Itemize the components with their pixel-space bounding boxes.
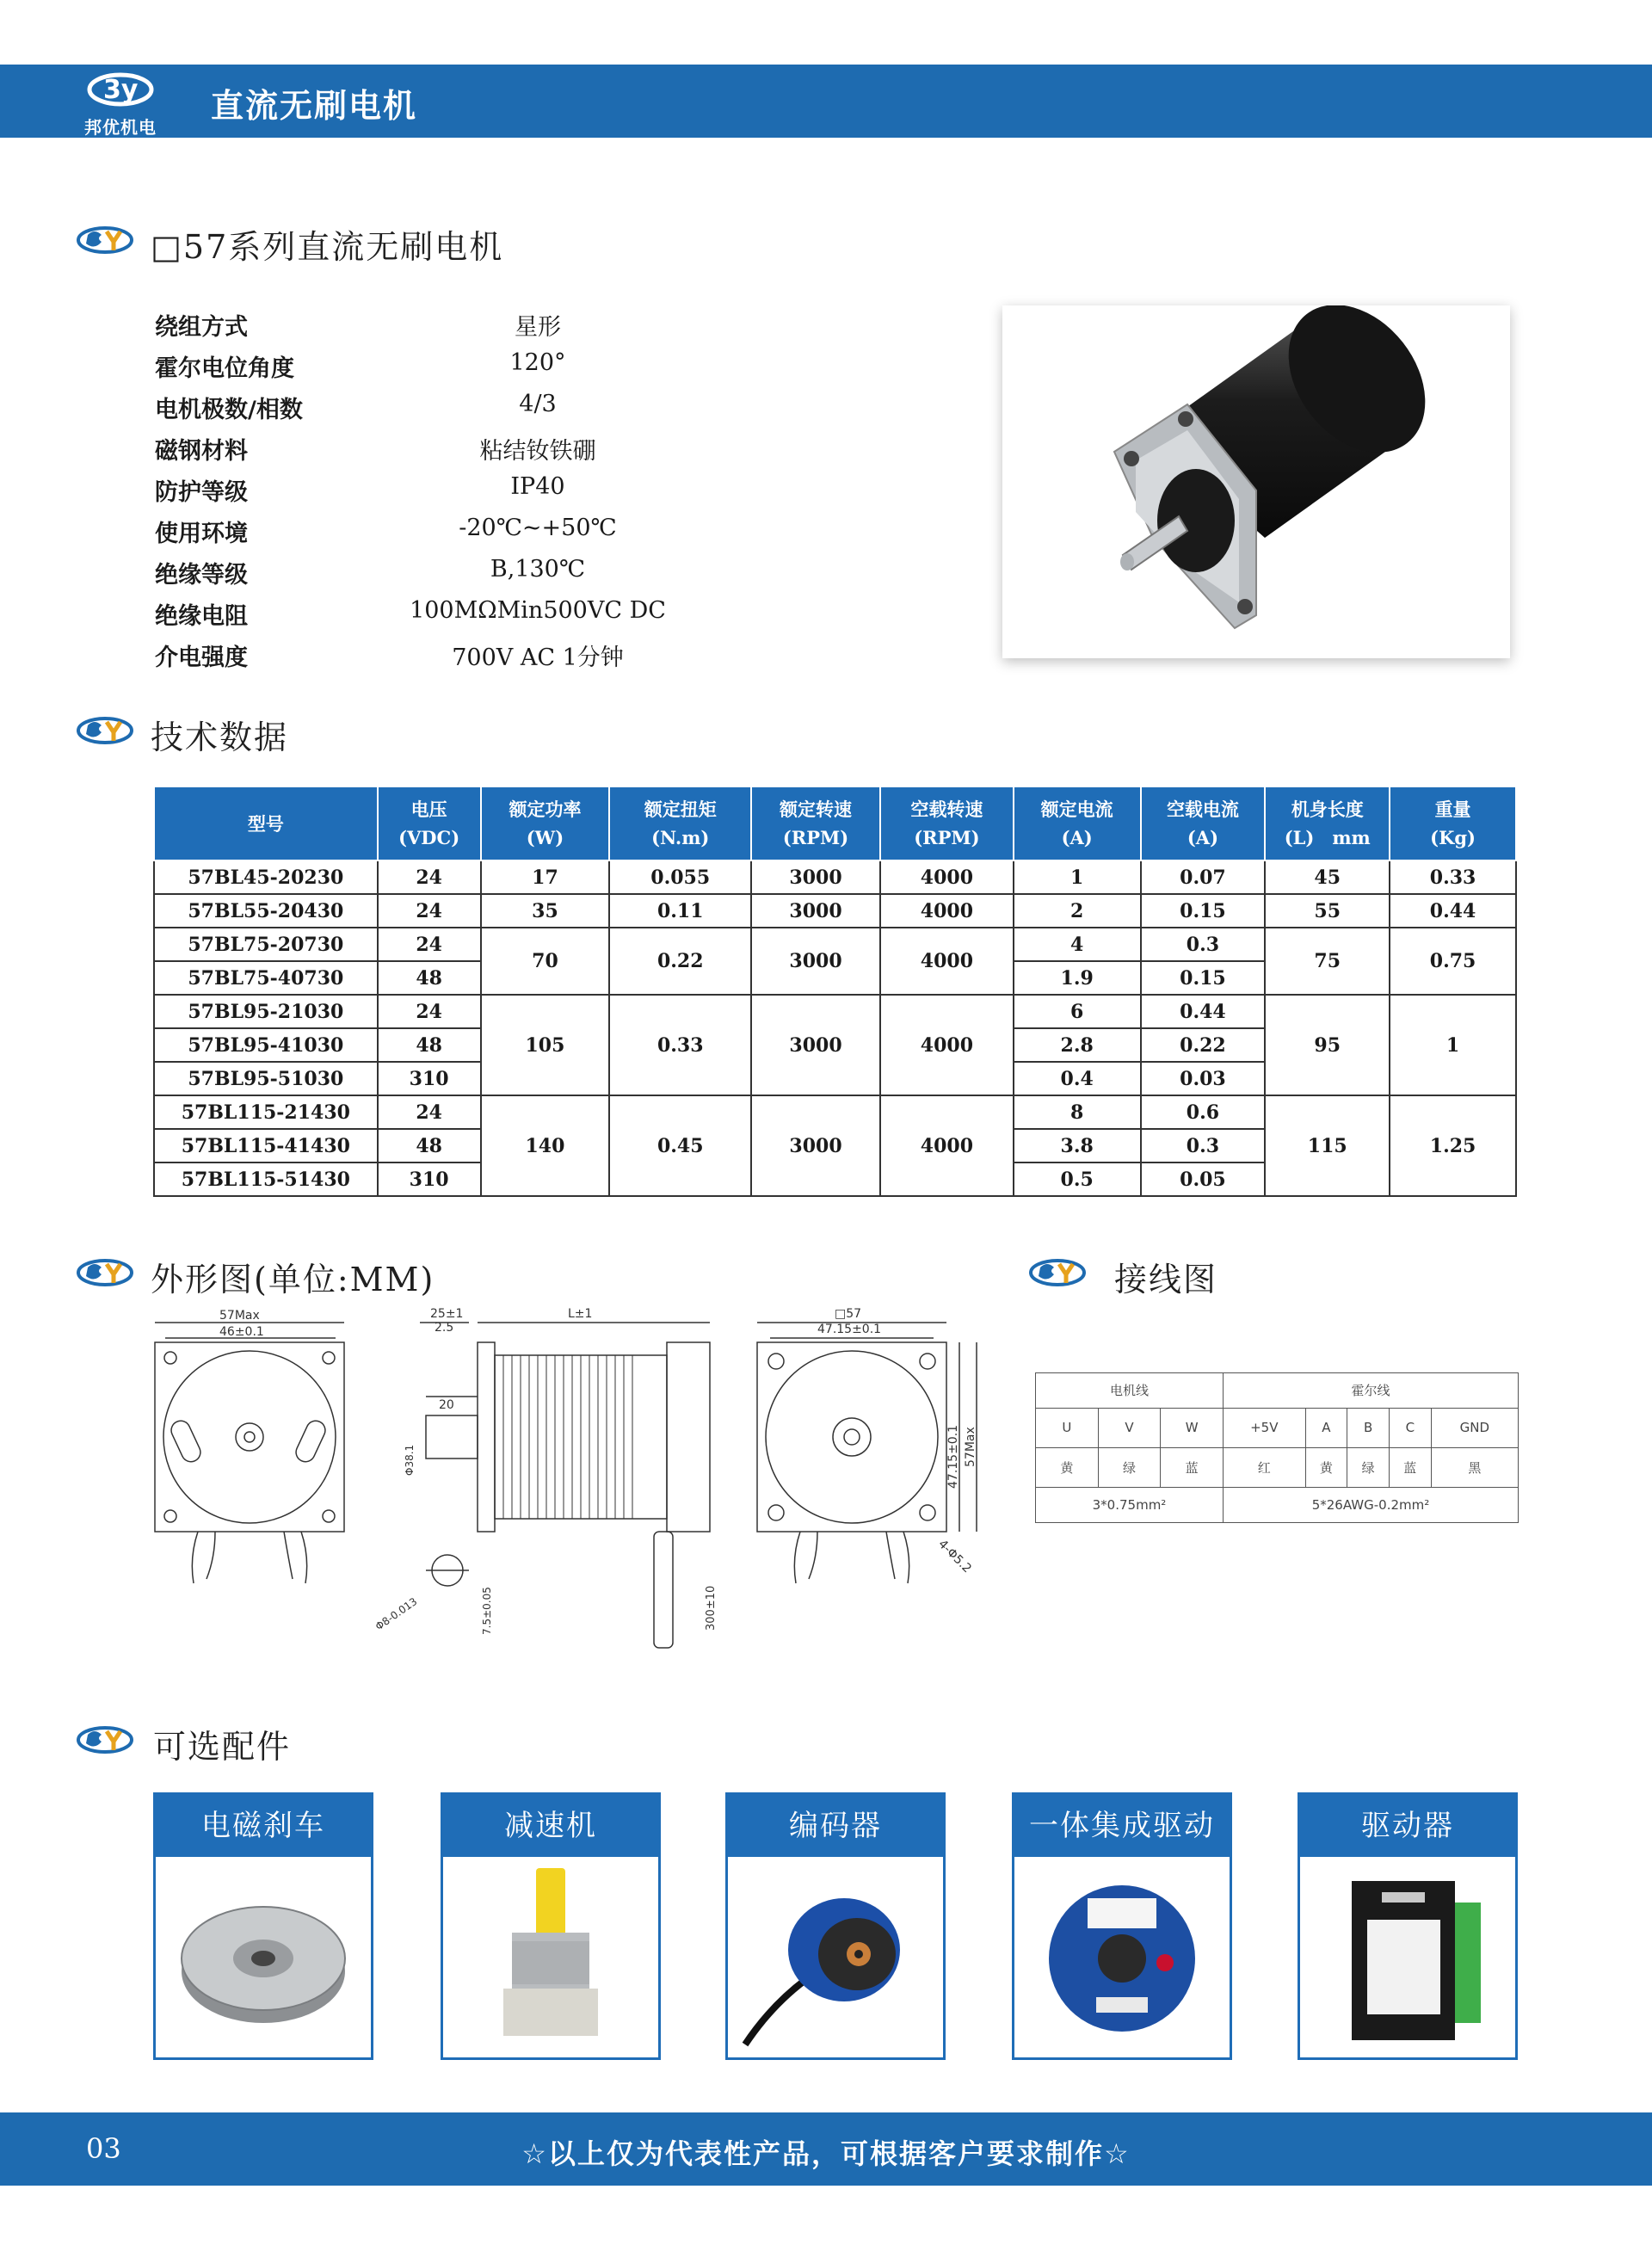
section-logo-icon: [76, 1719, 138, 1761]
accessories-title: 可选配件: [153, 1728, 292, 1766]
svg-text:46±0.1: 46±0.1: [219, 1325, 264, 1339]
motor-group-label: 电机线: [1036, 1373, 1224, 1409]
accessory-name: 一体集成驱动: [1014, 1795, 1230, 1857]
header-cell: 额定扭矩 (N.m): [609, 786, 751, 860]
length-cell: 55: [1265, 894, 1390, 928]
spec-label: 使用环境: [155, 521, 248, 547]
spec-label: 霍尔电位角度: [155, 355, 294, 382]
spec-value: 4/3: [519, 391, 557, 417]
svg-text:20: 20: [439, 1398, 454, 1412]
svg-text:57Max: 57Max: [219, 1309, 260, 1323]
power-cell: 17: [481, 860, 610, 894]
svg-text:3y: 3y: [103, 75, 139, 105]
speed-cell: 3000: [751, 928, 880, 995]
pin-label: W: [1161, 1408, 1224, 1447]
wire-color: 黄: [1036, 1447, 1099, 1487]
noload-current-cell: 0.6: [1141, 1095, 1266, 1129]
header-cell: 型号: [154, 786, 378, 860]
torque-cell: 0.055: [609, 860, 751, 894]
voltage-cell: 48: [378, 1028, 481, 1062]
noload-current-cell: 0.15: [1141, 961, 1266, 995]
voltage-cell: 310: [378, 1062, 481, 1095]
torque-cell: 0.11: [609, 894, 751, 928]
spec-label: 介电强度: [155, 644, 248, 671]
header-cell: 空载转速 (RPM): [880, 786, 1014, 860]
svg-text:4-Φ5.2: 4-Φ5.2: [935, 1537, 974, 1576]
header-cell: 额定转速 (RPM): [751, 786, 880, 860]
current-cell: 3.8: [1014, 1129, 1141, 1163]
page-number: 03: [86, 2132, 121, 2165]
model-cell: 57BL115-51430: [154, 1163, 378, 1196]
brake-image: [156, 1859, 371, 2057]
wire-color: 蓝: [1161, 1447, 1224, 1487]
speed-cell: 3000: [751, 894, 880, 928]
spec-label: 电机极数/相数: [155, 397, 303, 423]
side-view: [373, 1307, 718, 1648]
pin-label: A: [1305, 1408, 1347, 1447]
noload-speed-cell: 4000: [880, 1095, 1014, 1196]
pin-label: U: [1036, 1408, 1099, 1447]
front-view: [155, 1309, 344, 1583]
model-cell: 57BL45-20230: [154, 860, 378, 894]
svg-text:2.5: 2.5: [435, 1321, 454, 1335]
spec-label: 绕组方式: [155, 314, 248, 341]
wire-color: 黄: [1305, 1447, 1347, 1487]
pin-label: GND: [1431, 1408, 1518, 1447]
model-cell: 57BL55-20430: [154, 894, 378, 928]
svg-text:7.5±0.05: 7.5±0.05: [481, 1587, 493, 1635]
spec-label: 磁钢材料: [155, 438, 248, 465]
accessory-name: 减速机: [443, 1795, 658, 1857]
pin-label: C: [1389, 1408, 1431, 1447]
accessory-card: [441, 1792, 661, 2060]
brand-logo-icon: [86, 67, 155, 110]
current-cell: 0.5: [1014, 1163, 1141, 1196]
current-cell: 1: [1014, 860, 1141, 894]
section-logo-icon: [1028, 1252, 1090, 1293]
header-cell: 重量 (Kg): [1390, 786, 1516, 860]
voltage-cell: 310: [378, 1163, 481, 1196]
length-cell: 75: [1265, 928, 1390, 995]
wire-color: 红: [1223, 1447, 1305, 1487]
model-cell: 57BL95-21030: [154, 995, 378, 1028]
weight-cell: 0.44: [1390, 894, 1516, 928]
encoder-image: [728, 1859, 943, 2057]
model-cell: 57BL95-51030: [154, 1062, 378, 1095]
brand-logo: [73, 67, 168, 136]
noload-speed-cell: 4000: [880, 860, 1014, 894]
noload-current-cell: 0.05: [1141, 1163, 1266, 1196]
torque-cell: 0.33: [609, 995, 751, 1095]
hall-group-label: 霍尔线: [1223, 1373, 1518, 1409]
svg-text:47.15±0.1: 47.15±0.1: [946, 1424, 960, 1489]
length-cell: 115: [1265, 1095, 1390, 1196]
length-cell: 95: [1265, 995, 1390, 1095]
accessory-name: 驱动器: [1300, 1795, 1515, 1857]
weight-cell: 0.33: [1390, 860, 1516, 894]
spec-value: 粘结钕铁硼: [479, 438, 596, 465]
driver-image: [1300, 1859, 1515, 2057]
noload-current-cell: 0.22: [1141, 1028, 1266, 1062]
torque-cell: 0.22: [609, 928, 751, 995]
motor-wire-spec: 3*0.75mm²: [1036, 1488, 1224, 1523]
speed-cell: 3000: [751, 860, 880, 894]
svg-text:47.15±0.1: 47.15±0.1: [817, 1323, 882, 1336]
torque-cell: 0.45: [609, 1095, 751, 1196]
brand-name: 邦优机电: [84, 117, 157, 138]
svg-text:25±1: 25±1: [430, 1307, 464, 1321]
current-cell: 2.8: [1014, 1028, 1141, 1062]
model-cell: 57BL95-41030: [154, 1028, 378, 1062]
accessory-name: 电磁刹车: [156, 1795, 371, 1857]
header-title: 直流无刷电机: [211, 87, 418, 125]
wire-color: 绿: [1347, 1447, 1390, 1487]
table-row: [154, 995, 1516, 1028]
motor-photo: [1002, 305, 1510, 658]
weight-cell: 1: [1390, 995, 1516, 1095]
hall-wire-spec: 5*26AWG-0.2mm²: [1223, 1488, 1518, 1523]
wire-color: 黑: [1431, 1447, 1518, 1487]
voltage-cell: 24: [378, 1095, 481, 1129]
header-cell: 额定电流 (A): [1014, 786, 1141, 860]
svg-text:Φ38.1: Φ38.1: [404, 1444, 416, 1476]
accessory-name: 编码器: [728, 1795, 943, 1857]
gearbox-image: [443, 1859, 658, 2057]
noload-speed-cell: 4000: [880, 995, 1014, 1095]
svg-text:□57: □57: [835, 1307, 862, 1321]
current-cell: 1.9: [1014, 961, 1141, 995]
tech-title: 技术数据: [151, 718, 289, 756]
model-cell: 57BL75-40730: [154, 961, 378, 995]
spec-label: 防护等级: [155, 479, 248, 506]
spec-value: 700V AC 1分钟: [452, 644, 624, 671]
integrated-driver-image: [1014, 1859, 1230, 2057]
voltage-cell: 48: [378, 1129, 481, 1163]
pin-label: V: [1098, 1408, 1161, 1447]
outline-title: 外形图(单位:MM): [151, 1261, 435, 1298]
spec-value: 星形: [515, 314, 561, 341]
noload-speed-cell: 4000: [880, 894, 1014, 928]
spec-value: 100MΩMin500VC DC: [410, 597, 666, 624]
model-cell: 57BL75-20730: [154, 928, 378, 961]
current-cell: 8: [1014, 1095, 1141, 1129]
accessory-card: [153, 1792, 373, 2060]
speed-cell: 3000: [751, 995, 880, 1095]
speed-cell: 3000: [751, 1095, 880, 1196]
spec-value: -20℃~+50℃: [459, 515, 617, 541]
tech-table: [153, 786, 1517, 1197]
model-cell: 57BL115-41430: [154, 1129, 378, 1163]
table-row: [154, 1095, 1516, 1129]
table-header-row: [154, 786, 1516, 860]
spec-value: 120°: [509, 349, 566, 376]
model-cell: 57BL115-21430: [154, 1095, 378, 1129]
voltage-cell: 24: [378, 995, 481, 1028]
noload-current-cell: 0.3: [1141, 928, 1266, 961]
noload-current-cell: 0.44: [1141, 995, 1266, 1028]
svg-text:Φ8-0.013: Φ8-0.013: [373, 1595, 420, 1633]
header-cell: 机身长度 (L) mm: [1265, 786, 1390, 860]
current-cell: 2: [1014, 894, 1141, 928]
voltage-cell: 24: [378, 860, 481, 894]
footer-note: ☆以上仅为代表性产品，可根据客户要求制作☆: [521, 2137, 1131, 2170]
wire-color: 绿: [1098, 1447, 1161, 1487]
svg-text:57Max: 57Max: [964, 1427, 977, 1467]
svg-text:300±10: 300±10: [705, 1585, 718, 1631]
current-cell: 6: [1014, 995, 1141, 1028]
noload-current-cell: 0.3: [1141, 1129, 1266, 1163]
header-cell: 额定功率 (W): [481, 786, 610, 860]
series-title: □57系列直流无刷电机: [151, 228, 504, 266]
length-cell: 45: [1265, 860, 1390, 894]
table-row: [154, 860, 1516, 894]
header-cell: 电压 (VDC): [378, 786, 481, 860]
wire-color: 蓝: [1389, 1447, 1431, 1487]
accessory-card: [1298, 1792, 1518, 2060]
pin-label: +5V: [1223, 1408, 1305, 1447]
weight-cell: 1.25: [1390, 1095, 1516, 1196]
power-cell: 105: [481, 995, 610, 1095]
pin-label: B: [1347, 1408, 1390, 1447]
noload-speed-cell: 4000: [880, 928, 1014, 995]
svg-text:L±1: L±1: [568, 1307, 593, 1321]
voltage-cell: 24: [378, 928, 481, 961]
spec-label: 绝缘等级: [155, 562, 248, 589]
power-cell: 35: [481, 894, 610, 928]
voltage-cell: 24: [378, 894, 481, 928]
table-row: [154, 894, 1516, 928]
table-row: [154, 928, 1516, 961]
weight-cell: 0.75: [1390, 928, 1516, 995]
outline-drawing: [146, 1304, 998, 1665]
accessory-card: [1012, 1792, 1232, 2060]
header-cell: 空载电流 (A): [1141, 786, 1266, 860]
spec-value: B,130℃: [490, 556, 586, 583]
noload-current-cell: 0.03: [1141, 1062, 1266, 1095]
wiring-table: [1035, 1372, 1519, 1523]
section-logo-icon: [76, 710, 138, 751]
section-logo-icon: [76, 219, 138, 261]
spec-label: 绝缘电阻: [155, 603, 248, 630]
current-cell: 0.4: [1014, 1062, 1141, 1095]
power-cell: 140: [481, 1095, 610, 1196]
back-view: [757, 1307, 977, 1583]
spec-value: IP40: [510, 473, 565, 500]
current-cell: 4: [1014, 928, 1141, 961]
voltage-cell: 48: [378, 961, 481, 995]
noload-current-cell: 0.15: [1141, 894, 1266, 928]
noload-current-cell: 0.07: [1141, 860, 1266, 894]
section-logo-icon: [76, 1252, 138, 1293]
power-cell: 70: [481, 928, 610, 995]
accessory-card: [725, 1792, 946, 2060]
wiring-title: 接线图: [1114, 1261, 1218, 1298]
